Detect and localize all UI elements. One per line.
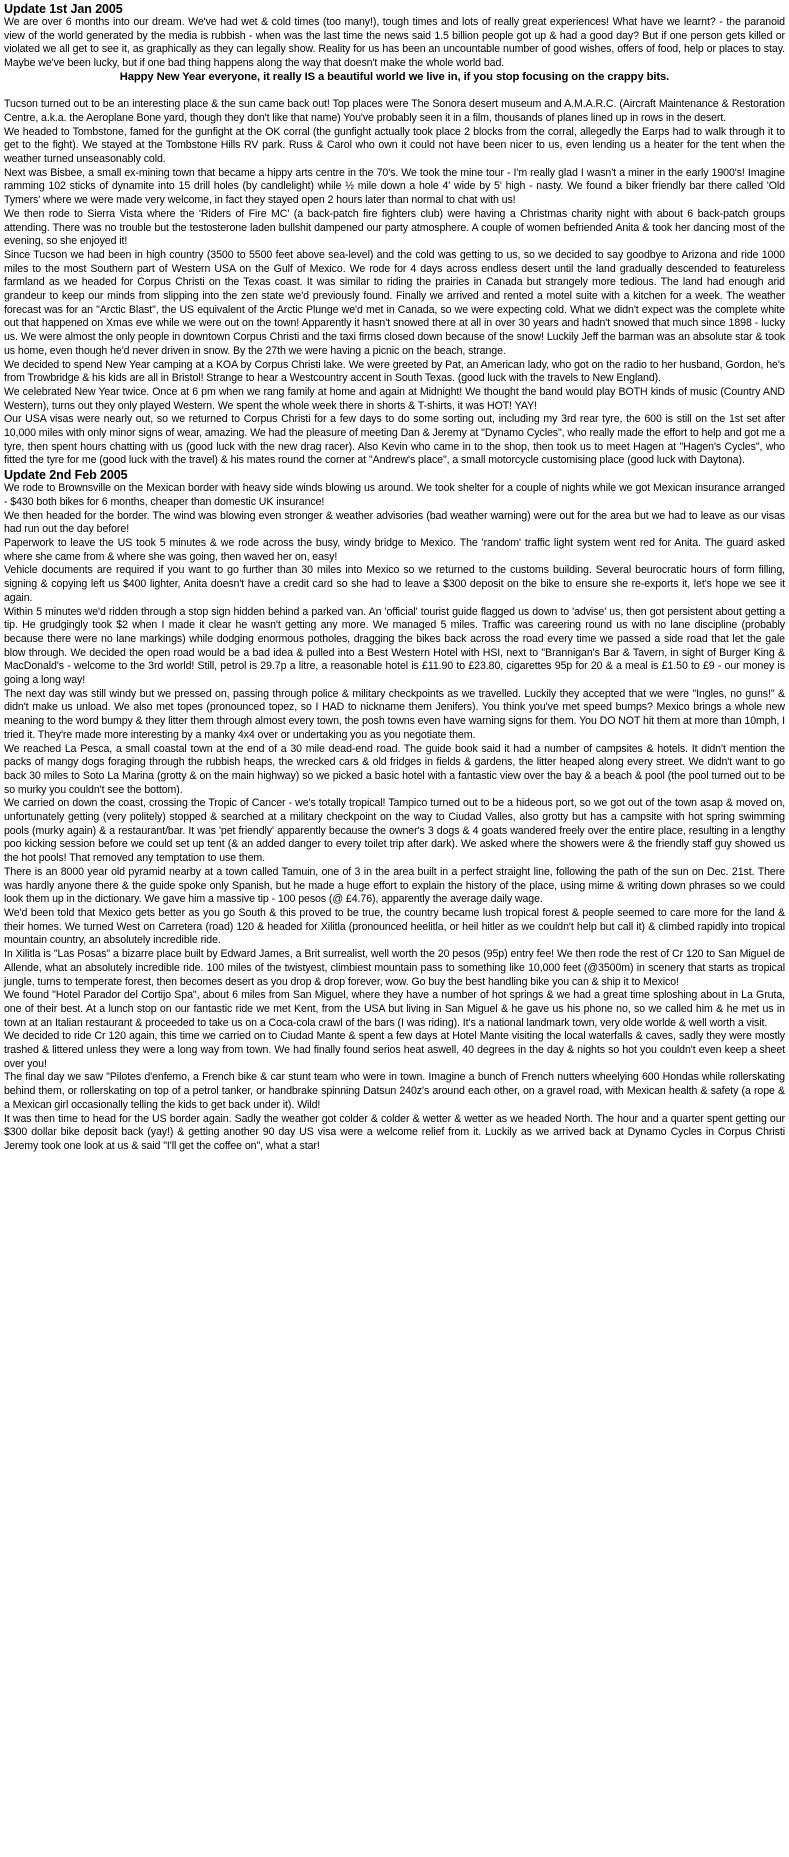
- update-2-paragraph: We rode to Brownsville on the Mexican border with heavy side winds blowing us around. We took shelter for a couple of nights while we got Mexican insurance arranged - $430 both bikes for 6 months, cheaper than domestic UK insurance!: [4, 482, 785, 508]
- update-2-paragraph: Paperwork to leave the US took 5 minutes & we rode across the busy, windy bridge to Mexico. The 'random' traffic light system went red for Anita. The guard asked where she came from & where she was going, then waved her on, easy!: [4, 537, 785, 563]
- update-2-paragraph: We reached La Pesca, a small coastal town at the end of a 30 mile dead-end road. The guide book said it had a number of campsites & hotels. It didn't mention the packs of mangy dogs foraging through the rubbish heaps, the wrecked cars & old fridges in fields & gardens, the litter heaped along every street. We didn't want to go back 30 miles to Soto La Marina (grotty & on the main highway) so we picked a basic hotel with a fantastic view over the bay & a beach & pool (the pool turned out to be so murky you couldn't see the bottom).: [4, 742, 785, 796]
- update-2-paragraph: Vehicle documents are required if you want to go further than 30 miles into Mexico so we returned to the customs building. Several beurocratic hours of form filling, signing & copying left us $400 lighter, Anita doesn't have a credit card so she had to leave a $300 deposit on the bike to ensure she re-exports it, let's hope we see it again.: [4, 564, 785, 604]
- update-2-paragraph: Within 5 minutes we'd ridden through a stop sign hidden behind a parked van. An 'official' tourist guide flagged us down to 'advise' us, then got persistent about getting a tip. He grudgingly took $2 when I made it clear he wasn't getting any more. We managed 5 miles. Traffic was careering round us with no lane discipline (probably because there were no lane markings) while dodging enormous potholes, dragging the bikes back across the road every time we passed a side road that let the gale blow through. We decided the open road would be a bad idea & pulled into a Best Western Hotel with HSI, next to "Brannigan's Bar & Tavern, in sight of Burger King & MacDonald's - welcome to the 3rd world! Still, petrol is 29.7p a litre, a reasonable hotel is £11.90 to £23.80, cigarettes 95p for 20 & a meal is £1.50 to £9 - our money is going a long way!: [4, 605, 785, 687]
- update-1-paragraph: We headed to Tombstone, famed for the gunfight at the OK corral (the gunfight actually took place 2 blocks from the corral, allegedly the Earps had to walk through it to get to the fight). We stayed at the Tombstone Hills RV park. Russ & Carol who own it could not have been nicer to us, even lending us a heater for the tent when the weather turned unseasonably cold.: [4, 125, 785, 166]
- update-2-heading: Update 2nd Feb 2005: [4, 468, 128, 483]
- update-1-paragraph: We decided to spend New Year camping at a KOA by Corpus Christi lake. We were greeted by Pat, an American lady, who got on the radio to her husband, Gordon, he's from Trowbridge & his kids are all in Bristol! Strange to hear a Westcountry accent in South Texas. (good luck with the travels to New England).: [4, 358, 785, 385]
- update-2-paragraph: The final day we saw "Pilotes d'enfemo, a French bike & car stunt team who were in town. Imagine a bunch of French nutters wheelying 600 Hondas while rollerskating behind them, or rollerskating on top of a petrol tanker, or handbrake spinning Datsun 240z's around each other, on a gravel road, with Mexican health & safety (a rope & a Mexican girl occasionally telling the kids to get back under it). Wild!: [4, 1071, 785, 1111]
- update-2-paragraph: The next day was still windy but we pressed on, passing through police & military checkpoints as we travelled. Luckily they accepted that we were "Ingles, no guns!" & didn't make us unload. We also met topes (pronounced topez, so I HAD to nickname them Jenifers). You think you've met speed bumps? Mexico brings a whole new meaning to the word bumpy & they litter them through almost every town, the posh towns even have warning signs for them. You DO NOT hit them at more than 10mph, I tried it. They're made more interesting by a manky 4x4 over or undertaking you as you negotiate them.: [4, 687, 785, 741]
- update-2-paragraph: In Xilitla is "Las Posas" a bizarre place built by Edward James, a Brit surrealist, well worth the 20 pesos (95p) entry fee! We then rode the rest of Cr 120 to San Miguel de Allende, what an absolutely incredible ride. 100 miles of the twistyest, climbiest mountain pass to something like 10,000 feet (@3500m) in scenery that starts as tropical jungle, turns to temperate forest, then becomes desert as you drop & drop forever, wow. Go buy the best handling bike you can & ship it to Mexico!: [4, 948, 785, 988]
- update-2-paragraph: We then headed for the border. The wind was blowing even stronger & weather advisories (bad weather warning) were out for the area but we had to leave as our visas had run out the day before!: [4, 509, 785, 536]
- update-2-paragraph: We found "Hotel Parador del Cortijo Spa", about 6 miles from San Miguel, where they have a number of hot springs & we had a great time sploshing about in La Gruta, one of their best. At a lunch stop on our fantastic ride we met Kent, from the USA but living in San Miguel & he gave us his phone no, so we called him & he met us in town at an Italian restaurant & proceeded to take us on a Coca-cola crawl of the bars (I was riding). It's a national landmark town, very olde worlde & well worth a visit.: [4, 989, 785, 1029]
- happy-new-year-line: Happy New Year everyone, it really IS a beautiful world we live in, if you stop focusing on the crappy bits.: [119, 70, 670, 83]
- paragraph-spacer: [4, 85, 785, 99]
- update-2-paragraph: We'd been told that Mexico gets better as you go South & this proved to be true, the country became lush tropical forest & people seemed to care more for the land & their homes. We turned West on Carretera (road) 120 & headed for Xilitla (pronounced heelitla, or heil hitler as we couldn't help but call it) & climbed rapidly into tropical mountain country, an absolutely incredible ride.: [4, 906, 785, 947]
- update-1-paragraph: Our USA visas were nearly out, so we returned to Corpus Christi for a few days to do some sorting out, including my 3rd rear tyre, the 600 is still on the 1st set after 10,000 miles with only minor signs of wear, amazing. We had the pleasure of meeting Dan & Jeremy at "Dynamo Cycles", who really made the effort to help and got me a tyre, then spent hours chatting with us (good luck with the new drag racer). Also Kevin who came in to the shop, then took us to meet Hagen at "Hagen's Cycles", who fitted the tyre for me (good luck with the travel) & his mates round the corner at "Andrew's place", a small motorcycle customising place (good luck with Daytona).: [4, 413, 785, 467]
- update-1-paragraph: We celebrated New Year twice. Once at 6 pm when we rang family at home and again at Midnight! We thought the band would play BOTH kinds of music (Country AND Western), turns out they only played Western. We spent the whole week there in shorts & T-shirts, it was HOT! YAY!: [4, 385, 785, 412]
- update-1-paragraph: Tucson turned out to be an interesting place & the sun came back out! Top places were The Sonora desert museum and A.M.A.R.C. (Aircraft Maintenance & Restoration Centre, a.k.a. the Aeroplane Bone yard, though they don't like that name) You've probably seen it in a film, thousands of planes lined up in rows in the desert.: [4, 98, 785, 124]
- update-1-paragraph: We then rode to Sierra Vista where the 'Riders of Fire MC' (a back-patch fire fighters club) were having a Christmas charity night with about 6 back-patch groups attending. There was no trouble but the testosterone laden bullshit dampened our party atmosphere. A couple of women befriended Anita & took her dancing most of the evening, so she enjoyed it!: [4, 207, 785, 248]
- update-1-paragraph: Next was Bisbee, a small ex-mining town that became a hippy arts centre in the 70's. We took the mine tour - I'm really glad I wasn't a miner in the early 1900's! Imagine ramming 102 sticks of dynamite into 15 drill holes (by candlelight) while ½ mile down a hole 4' wide by 5' high - nasty. We found a biker friendly bar there called 'Old Tymers' where we were made very welcome, in fact they stayed open 2 hours later than normal to chat with us!: [4, 166, 785, 207]
- update-1-heading: Update 1st Jan 2005: [4, 2, 123, 16]
- update-2-paragraph: There is an 8000 year old pyramid nearby at a town called Tamuin, one of 3 in the area built in a perfect straight line, following the path of the sun on Dec. 21st. There was hardly anyone there & the guide spoke only Spanish, but he made a huge effort to explain the history of the place, using mime & writing down phrases so we could look them up in the dictionary. We gave him a massive tip - 100 pesos (@ £4.76), apparently the average daily wage.: [4, 865, 785, 906]
- update-1-paragraph: Since Tucson we had been in high country (3500 to 5500 feet above sea-level) and the cold was getting to us, so we decided to say goodbye to Arizona and ride 1000 miles to the most Southern part of Western USA on the Gulf of Mexico. We rode for 4 days across endless desert until the land gradually descended to featureless farmland as we headed for Corpus Christi on the Texas coast. It was similar to riding the prairies in Canada but strangely more tedious. The land had enough arid grandeur to keep our minds from slipping into the zen state we'd previously found. Finally we arrived and rented a motel suite with a kitchen for a week. The weather forecast was for an "Arctic Blast", the US equivalent of the Arctic Plunge we'd met in Canada, so we were expecting cold. What we didn't expect was the complete white out that happened on Xmas eve while we were out on the town! Apparently it hasn't snowed there at all in over 30 years and hadn't snowed that much since 1898 - lucky us. We were almost the only people in downtown Corpus Christi and the taxi firms closed down because of the snow! Luckily Jeff the barman was an absolute star & took us home, even though he'd never driven in snow. By the 27th we were having a picnic on the beach, strange.: [4, 248, 785, 357]
- update-2-paragraph: We decided to ride Cr 120 again, this time we carried on to Ciudad Mante & spent a few days at Hotel Mante visiting the local waterfalls & caves, sadly they were mostly trashed & littered unless they were a long way from town. We had finally found serios heat aswell, 40 degrees in the day & nights so hot you couldn't even keep a sheet over you!: [4, 1030, 785, 1070]
- update-1-intro: We are over 6 months into our dream. We've had wet & cold times (too many!), tough times and lots of really great experiences! What have we learnt? - the paranoid view of the world generated by the media is rubbish - when was the last time the news said 1.5 billion people got up & had a good day? But if one person gets killed or violated we all get to see it, as graphically as they can legally show. Reality for us has been an uncountable number of good wishes, offers of food, help or places to stay. Maybe we've been lucky, but if one bad thing happens along the way that doesn't make the whole world bad.: [4, 16, 785, 70]
- update-2-paragraph: We carried on down the coast, crossing the Tropic of Cancer - we's totally tropical! Tampico turned out to be a hideous port, so we got out of the town asap & moved on, unfortunately getting (very politely) stopped & searched at a military checkpoint on the way to Ciudad Valles, also grotty but has a campsite with hot spring swimming pools (murky again) & a restaurant/bar. It was 'pet friendly' apparently because the owner's 3 dogs & 4 goats wandered freely over the entire place, resulting in a lengthy poo kicking session before we could set up tent (& an added danger to every toilet trip after dark). We asked where the showers were & the friendly staff guy showed us the hot pools! That removed any temptation to use them.: [4, 797, 785, 865]
- update-2-paragraph: It was then time to head for the US border again. Sadly the weather got colder & colder & wetter & wetter as we headed North. The hour and a quarter spent getting our $300 dollar bike deposit back (yay!) & getting another 90 day US visa were a welcome relief from it. Luckily as we arrived back at Dynamo Cycles in Corpus Christi Jeremy took one look at us & said "I'll get the coffee on", what a star!: [4, 1112, 785, 1152]
